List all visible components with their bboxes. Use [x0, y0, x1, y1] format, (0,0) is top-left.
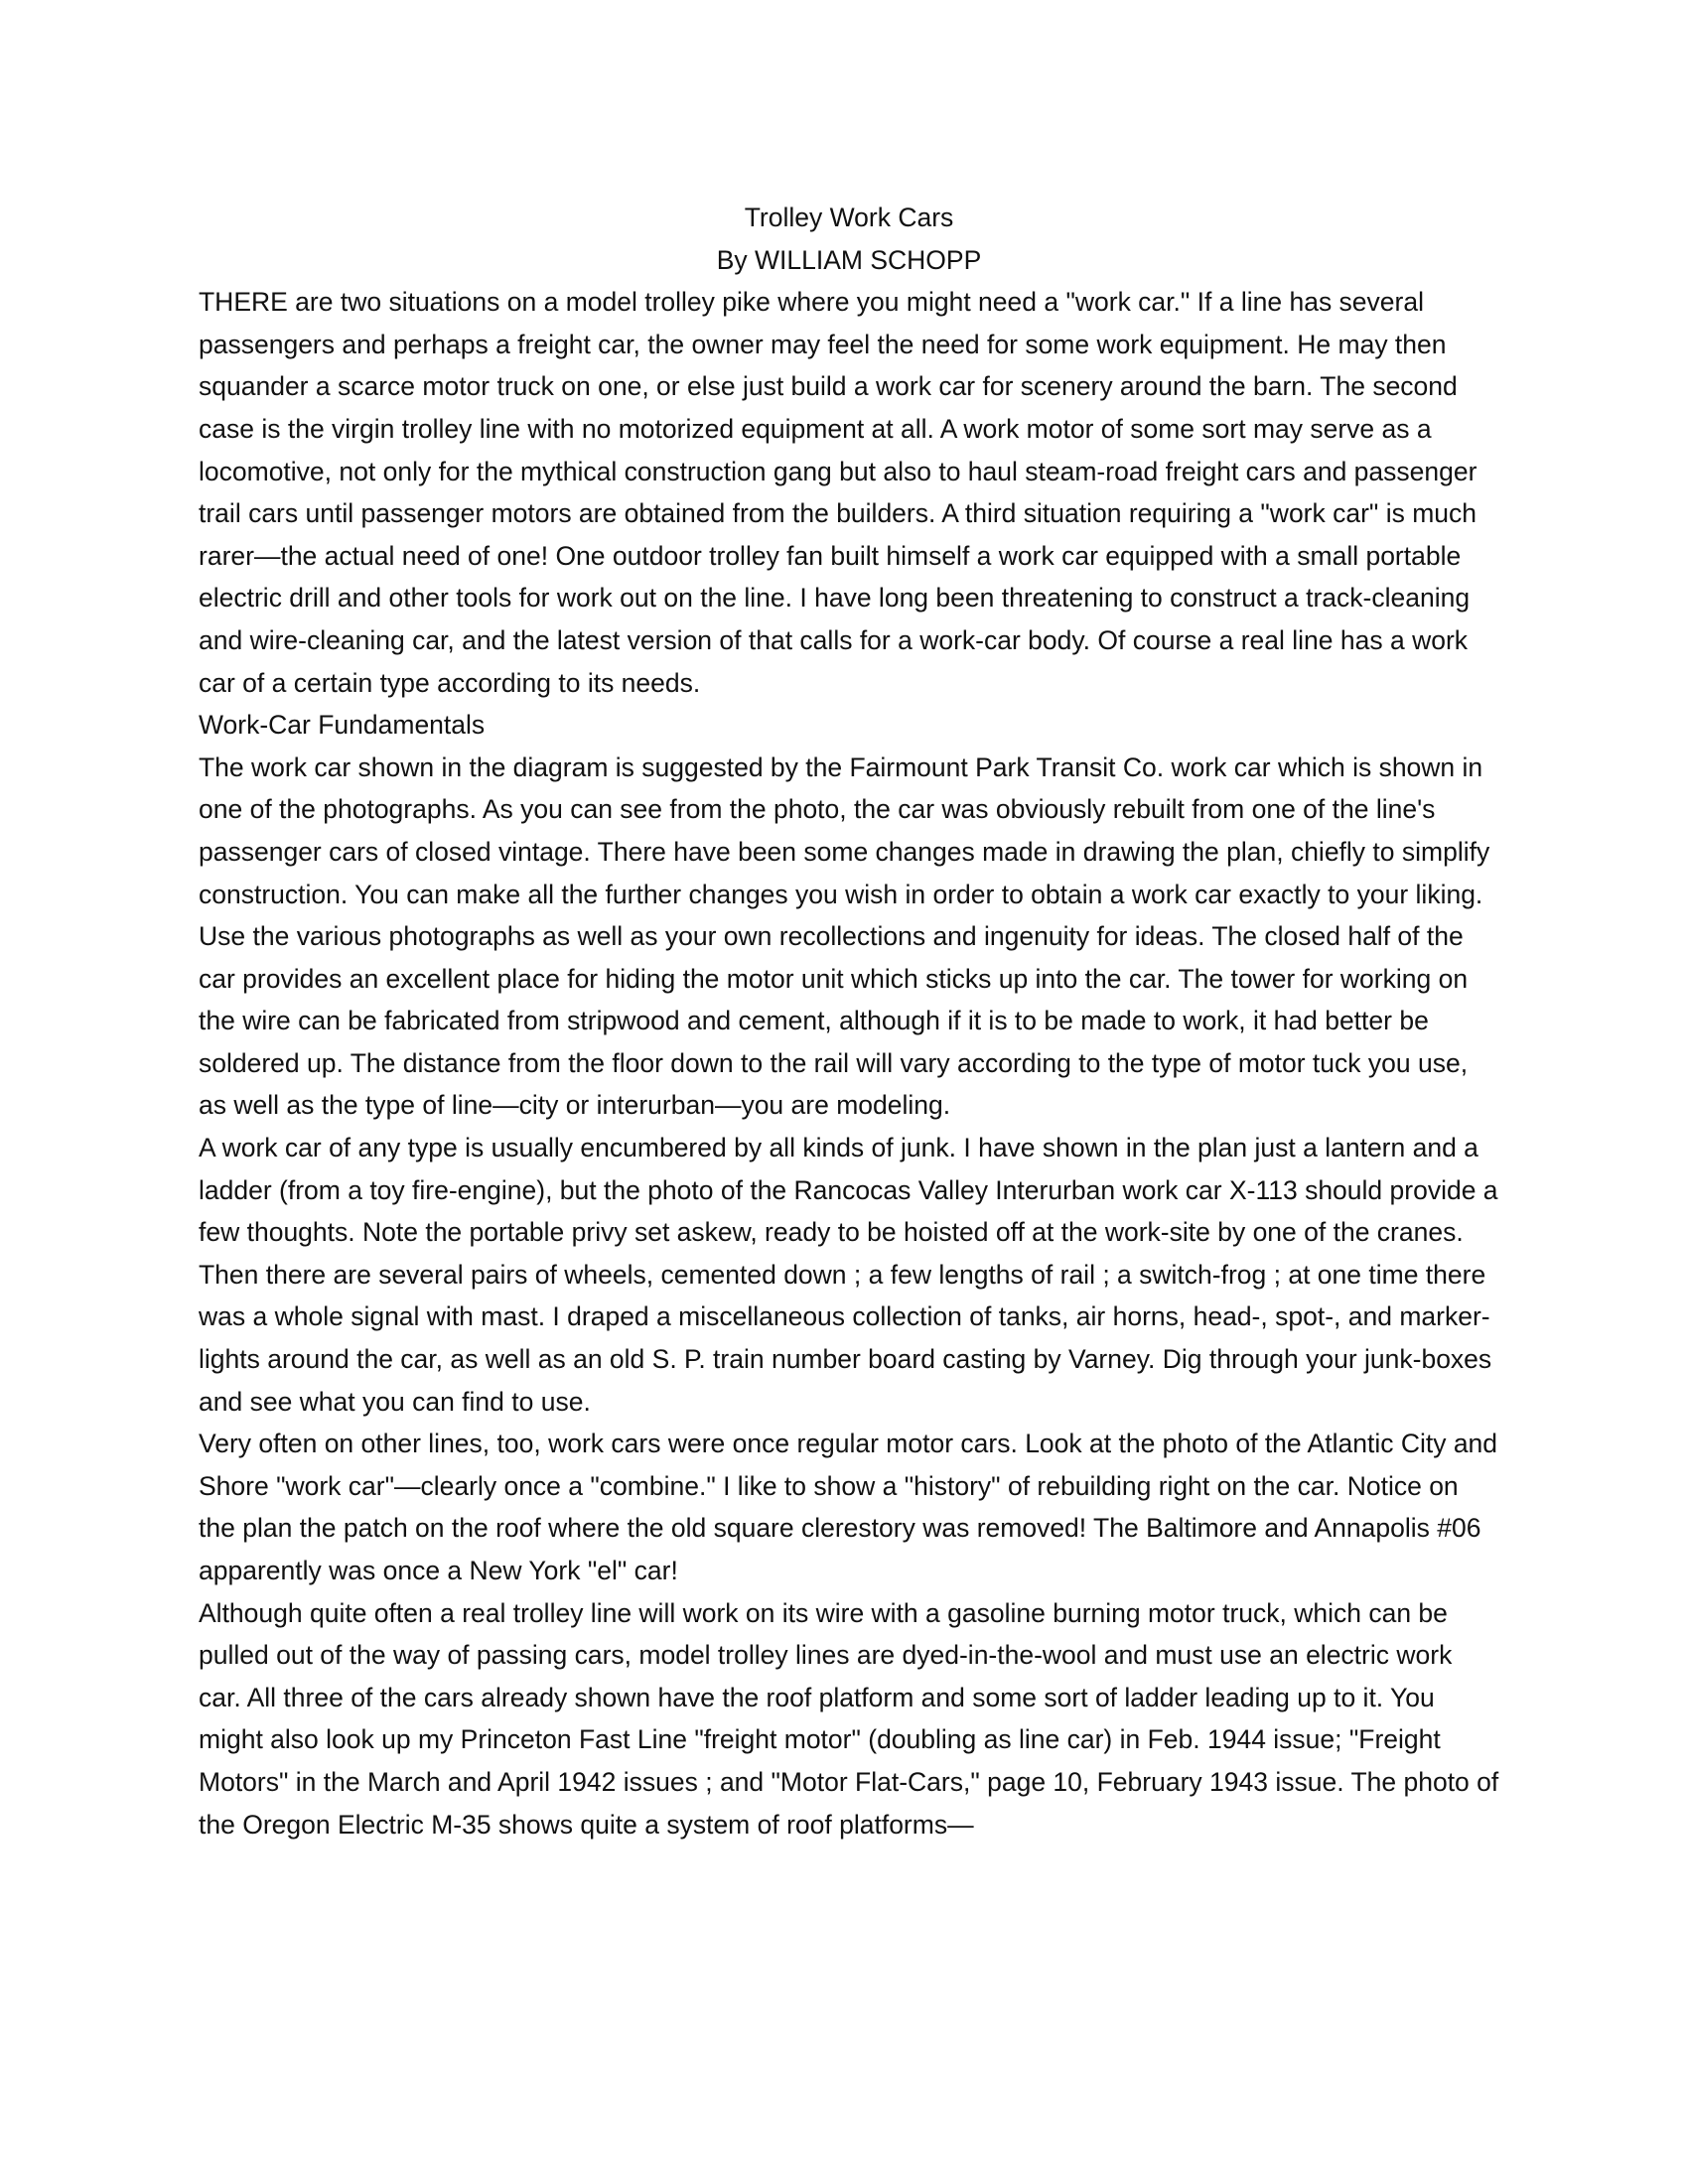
document-title: Trolley Work Cars: [744, 203, 954, 232]
intro-paragraph: THERE are two situations on a model trolley pike where you might need a "work car." If a line has several passengers and perhaps a freight car, the owner may feel the need for some work equipment. He may then squander a scarce motor truck on one, or else just build a work car for scenery around the barn. The second case is the virgin trolley line with no motorized equipment at all. A work motor of some sort may serve as a locomotive, not only for the mythical construction gang but also to haul steam-road freight cars and passenger trail cars until passenger motors are obtained from the builders. A third situation requiring a "work car" is much rarer—the actual need of one! One outdoor trolley fan built himself a work car equipped with a small portable electric drill and other tools for work out on the line. I have long been threatening to construct a track-cleaning and wire-cleaning car, and the latest version of that calls for a work-car body. Of course a real line has a work car of a certain type according to its needs.: [199, 287, 1477, 698]
document-byline: By WILLIAM SCHOPP: [716, 244, 982, 275]
section-paragraph-2: A work car of any type is usually encumbered by all kinds of junk. I have shown in the plan just a lantern and a ladder (from a toy fire-engine), but the photo of the Rancocas Valley Interurban work car X-113 should provide a few thoughts. Note the portable privy set askew, ready to be hoisted off at the work-site by one of the cranes. Then there are several pairs of wheels, cemented down ; a few lengths of rail ; a switch-frog ; at one time there was a whole signal with mast. I draped a miscellaneous collection of tanks, air horns, head-, spot-, and marker-lights around the car, as well as an old S. P. train number board casting by Varney. Dig through your junk-boxes and see what you can find to use.: [199, 1133, 1498, 1417]
section-paragraph-3: Very often on other lines, too, work cars were once regular motor cars. Look at the photo of the Atlantic City and Shore "work car"—clearly once a "combine." I like to show a "history" of rebuilding right on the car. Notice on the plan the patch on the roof where the old square clerestory was removed! The Baltimore and Annapolis #06 apparently was once a New York "el" car!: [199, 1429, 1498, 1585]
section-paragraph-4: Although quite often a real trolley line will work on its wire with a gasoline burning motor truck, which can be pulled out of the way of passing cars, model trolley lines are dyed-in-the-wool and must use an electric work car. All three of the cars already shown have the roof platform and some sort of ladder leading up to it. You might also look up my Princeton Fast Line "freight motor" (doubling as line car) in Feb. 1944 issue; "Freight Motors" in the March and April 1942 issues ; and "Motor Flat-Cars," page 10, February 1943 issue. The photo of the Oregon Electric M-35 shows quite a system of roof platforms—: [199, 1597, 1499, 1840]
document-page: [199, 197, 1499, 1845]
section-heading: Work-Car Fundamentals: [199, 710, 486, 741]
section-paragraph-1: The work car shown in the diagram is suggested by the Fairmount Park Transit Co. work car which is shown in one of the photographs. As you can see from the photo, the car was obviously rebuilt from one of the line's passenger cars of closed vintage. There have been some changes made in drawing the plan, chiefly to simplify construction. You can make all the further changes you wish in order to obtain a work car exactly to your liking. Use the various photographs as well as your own recollections and ingenuity for ideas. The closed half of the car provides an excellent place for hiding the motor unit which sticks up into the car. The tower for working on the wire can be fabricated from stripwood and cement, although if it is to be made to work, it had better be soldered up. The distance from the floor down to the rail will vary according to the type of motor tuck you use, as well as the type of line—city or interurban—you are modeling.: [199, 751, 1490, 1121]
